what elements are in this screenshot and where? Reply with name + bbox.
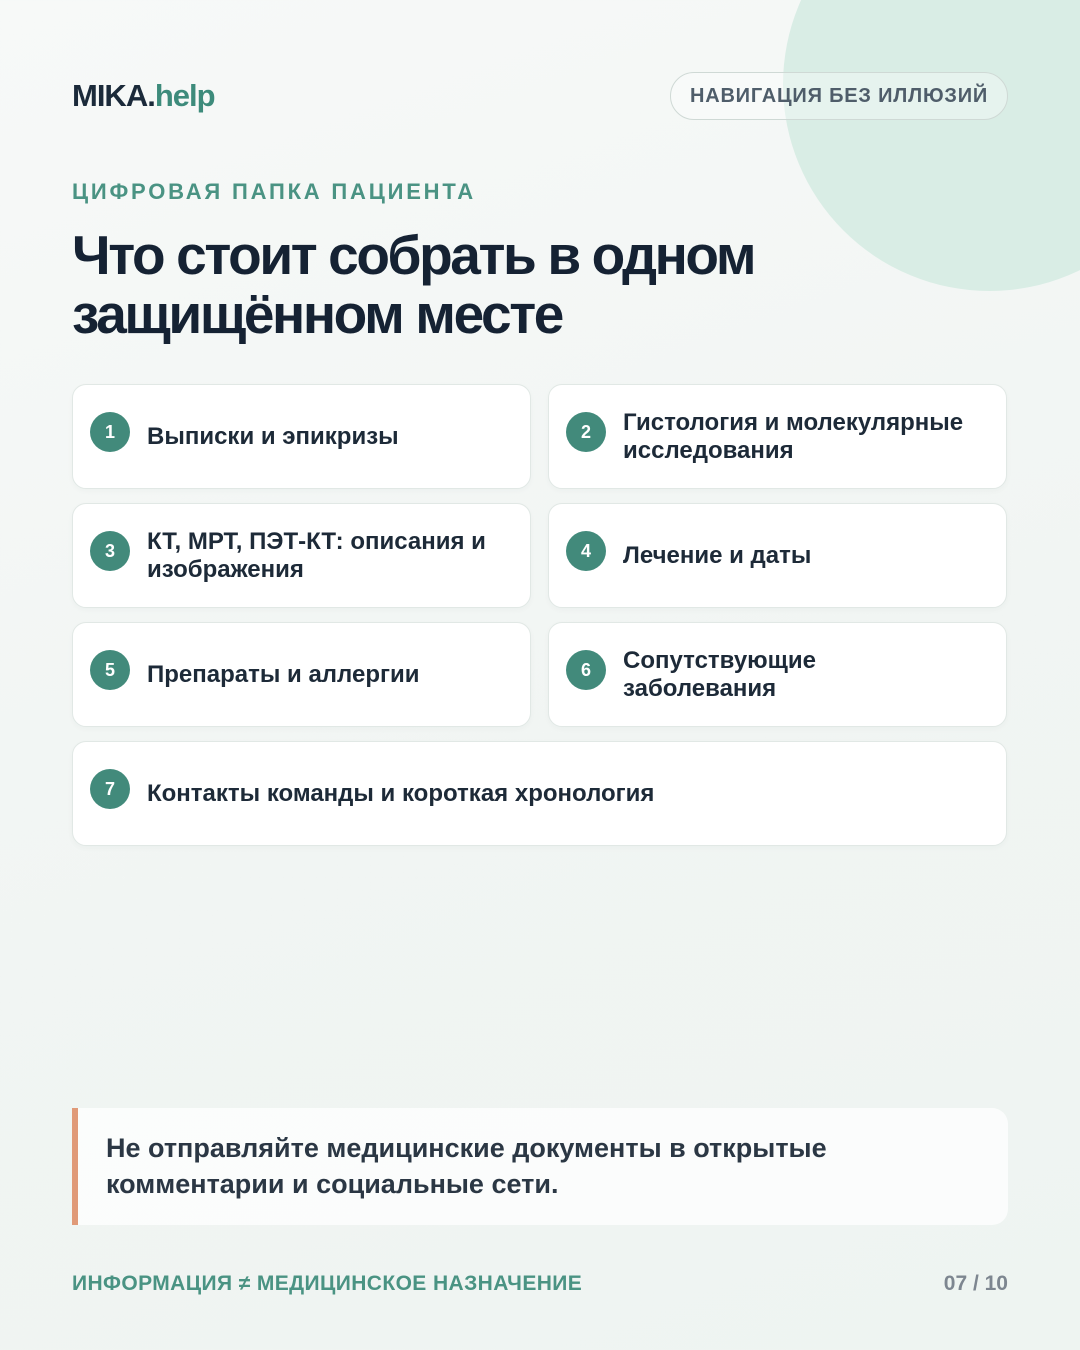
checklist-item-7: [72, 741, 1007, 846]
item-label: Сопутствующие заболевания: [623, 646, 817, 702]
item-number-badge: 5: [90, 650, 130, 690]
note-text: Не отправляйте медицинские документы в открытые комментарии и социальные сети.: [106, 1133, 827, 1199]
item-number-badge: 2: [566, 412, 606, 452]
page-counter: 07 / 10: [943, 1272, 1008, 1295]
checklist-item-2: [548, 384, 1007, 489]
item-label: Лечение и даты: [623, 541, 812, 569]
item-number-badge: 4: [566, 531, 606, 571]
item-label: Выписки и эпикризы: [147, 422, 399, 450]
item-label: КТ, МРТ, ПЭТ-КТ: описания и изображения: [147, 527, 486, 583]
brand-domain: help: [154, 78, 215, 113]
note-accent-bar: [72, 1108, 78, 1225]
brand-name: MIKA.: [72, 78, 155, 113]
warning-note: [72, 1108, 1008, 1225]
checklist-item-5: [72, 622, 531, 727]
checklist-item-4: [548, 503, 1007, 608]
brand-logo[interactable]: [72, 78, 215, 114]
item-label: Гистология и молекулярные исследования: [623, 408, 964, 464]
checklist-item-3: [72, 503, 531, 608]
checklist-item-6: [548, 622, 1007, 727]
footer-disclaimer: ИНФОРМАЦИЯ ≠ МЕДИЦИНСКОЕ НАЗНАЧЕНИЕ: [72, 1272, 583, 1295]
tagline-pill: НАВИГАЦИЯ БЕЗ ИЛЛЮЗИЙ: [670, 72, 1008, 120]
item-label: Контакты команды и короткая хронология: [147, 779, 655, 807]
item-label: Препараты и аллергии: [147, 660, 420, 688]
page-title: Что стоит собрать в одном защищённом месте: [72, 224, 755, 345]
item-number-badge: 1: [90, 412, 130, 452]
section-eyebrow: ЦИФРОВАЯ ПАПКА ПАЦИЕНТА: [72, 179, 476, 204]
checklist-item-1: [72, 384, 531, 489]
item-number-badge: 6: [566, 650, 606, 690]
item-number-badge: 3: [90, 531, 130, 571]
item-number-badge: 7: [90, 769, 130, 809]
